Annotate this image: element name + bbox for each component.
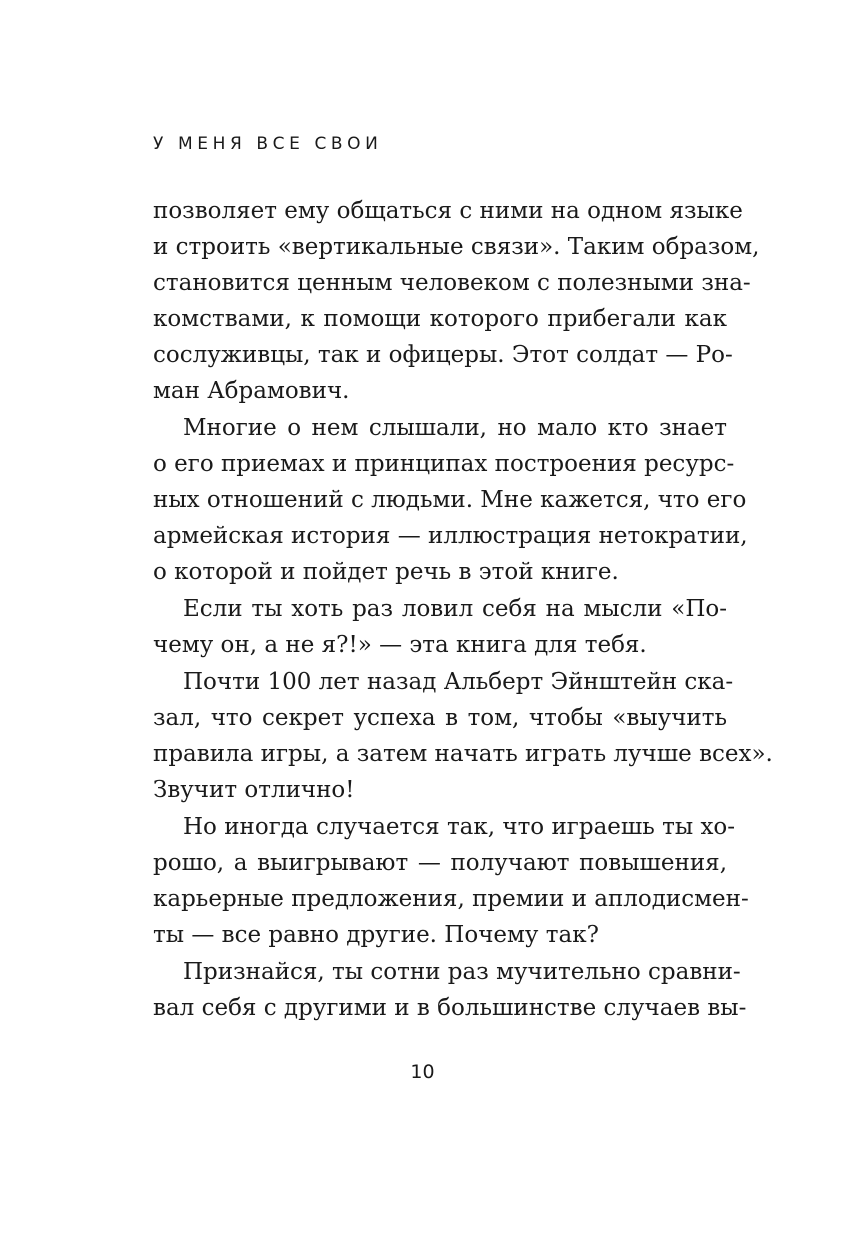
paragraph-6 xyxy=(153,954,747,1026)
text-line: армейская история — иллюстрация нетократии, xyxy=(153,523,748,549)
paragraph-5 xyxy=(153,809,749,953)
page-number: 10 xyxy=(410,1061,435,1083)
paragraph-4 xyxy=(153,664,773,808)
text-line: карьерные предложения, премии и аплодисмен- xyxy=(153,886,749,912)
text-line: комствами, к помощи которого прибегали как xyxy=(153,306,727,332)
text-line: и строить «вертикальные связи». Таким образом, xyxy=(153,234,760,260)
text-line: правила игры, а затем начать играть лучше всех». xyxy=(153,741,773,767)
text-line: Почти 100 лет назад Альберт Эйнштейн ска- xyxy=(183,669,734,695)
text-line: позволяет ему общаться с ними на одном языке xyxy=(153,198,743,224)
text-line: ных отношений с людьми. Мне кажется, что его xyxy=(153,487,747,513)
text-line: Многие о нем слышали, но мало кто знает xyxy=(183,415,727,441)
text-line: вал себя с другими и в большинстве случаев вы- xyxy=(153,995,747,1021)
text-line: Но иногда случается так, что играешь ты хо- xyxy=(183,814,736,840)
text-line: ман Абрамович. xyxy=(153,378,350,404)
paragraph-2 xyxy=(153,410,748,590)
text-line: ты — все равно другие. Почему так? xyxy=(153,922,599,948)
text-line: о которой и пойдет речь в этой книге. xyxy=(153,559,619,585)
text-line: Звучит отлично! xyxy=(153,777,355,803)
body-text xyxy=(153,193,773,1026)
text-line: зал, что секрет успеха в том, чтобы «выучить xyxy=(153,705,727,731)
text-line: рошо, а выигрывают — получают повышения, xyxy=(153,850,727,876)
text-line: сослуживцы, так и офицеры. Этот солдат — Ро- xyxy=(153,342,733,368)
text-line: чему он, а не я?!» — эта книга для тебя. xyxy=(153,632,647,658)
text-line: о его приемах и принципах построения ресурс- xyxy=(153,451,735,477)
text-line: становится ценным человеком с полезными зна- xyxy=(153,270,751,296)
paragraph-1 xyxy=(153,193,760,409)
paragraph-3 xyxy=(153,591,727,663)
text-line: Если ты хоть раз ловил себя на мысли «По- xyxy=(183,596,727,622)
running-head: У МЕНЯ ВСЕ СВОИ xyxy=(153,134,383,154)
text-line: Признайся, ты сотни раз мучительно сравни- xyxy=(183,959,741,985)
